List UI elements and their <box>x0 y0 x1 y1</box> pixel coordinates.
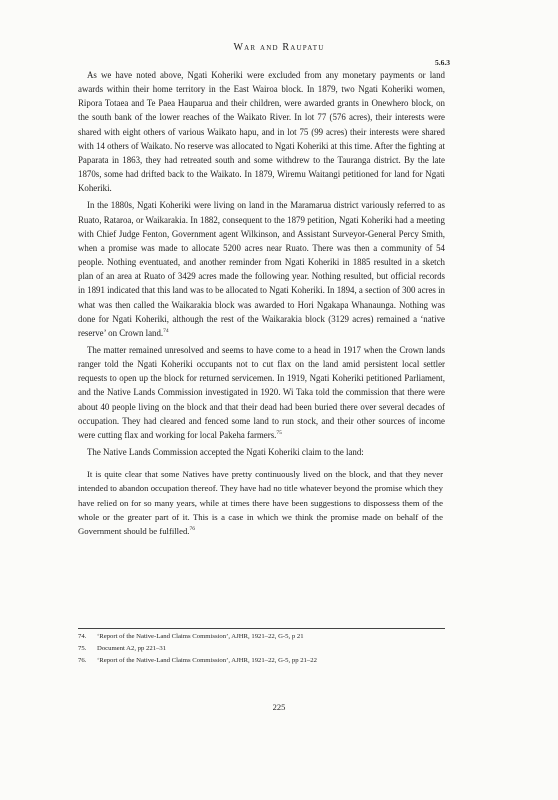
paragraph-text: The Native Lands Commission accepted the Ngati Koheriki claim to the land: <box>87 447 364 458</box>
paragraph-text: The matter remained unresolved and seems to have come to a head in 1917 when the Crown lands ranger told the Ngati Koheriki occupants not to cut flax on the land amid persistent local settler requests to open up the block for returned servicemen. In 1919, Ngati Koheriki petitioned Parliament, and the Native Lands Commission investigated in 1920. Wi Taka told the commission that there were about 40 people living on the block and that their dead had been buried there over several decades of occupation. They had cleared and fenced some land to run stock, and their other sources of income were cutting flax and working for local Pakeha farmers. <box>78 344 445 440</box>
footnote-number: 76. <box>78 657 87 664</box>
paragraph-text: As we have noted above, Ngati Koheriki were excluded from any monetary payments or land awards within their home territory in the East Wairoa block. In 1879, two Ngati Koheriki women, Ripora Totaea and Te Paea Hauparua and their children, were awarded grants in Onewhero block, on the south bank of the lower reaches of the Waikato River. In lot 77 (576 acres), their interests were shared with eight others of various Waikato hapu, and in lot 75 (99 acres) their interests were shared with 14 others of Waikato. No reserve was allocated to Ngati Koheriki at this time. After the fighting at Paparata in 1863, they had retreated south and some withdrew to the Tauranga district. By the late 1870s, some had drifted back to the Waikato. In 1879, Wiremu Waitangi petitioned for land for Ngati Koheriki. <box>78 70 445 194</box>
paragraph <box>78 198 445 340</box>
block-quote <box>78 467 445 538</box>
footnote-number: 74. <box>78 633 87 640</box>
footnote-text: Document A2, pp 221–31 <box>97 645 167 652</box>
footnote-ref[interactable]: 74 <box>163 327 169 334</box>
footnote-ref[interactable]: 75 <box>276 429 282 436</box>
paragraph <box>78 445 445 459</box>
quote-text: It is quite clear that some Natives have pretty continuously lived on the block, and that they never intended to abandon occupation thereof. They have had no title whatever beyond the promise which they have relied on for so many years, while at times there have been suggestions to dispossess them of the whole or the greater part of it. This is a case in which we think the promise made on behalf of the Government should be fulfilled. <box>78 469 443 536</box>
footnote-text: ‘Report of the Native-Land Claims Commission’, AJHR, 1921–22, G-5, p 21 <box>97 633 304 640</box>
footnote-ref[interactable]: 76 <box>189 525 195 532</box>
footnote-number: 75. <box>78 645 87 652</box>
footnotes <box>78 631 445 667</box>
page-number: 225 <box>272 702 286 712</box>
footnote <box>78 643 445 655</box>
footnote-divider <box>78 628 445 629</box>
running-head: War and Raupatu <box>233 42 325 53</box>
section-number: 5.6.3 <box>435 58 450 67</box>
body-text <box>78 68 445 541</box>
paragraph <box>78 343 445 442</box>
paragraph-text: In the 1880s, Ngati Koheriki were living on land in the Maramarua district variously referred to as Ruato, Rataroa, or Waikarakia. In 1882, consequent to the 1879 petition, Ngati Koheriki had a meeting with Chief Judge Fenton, Government agent Wilkinson, and Assistant Surveyor-General Percy Smith, when a promise was made to allocate 5200 acres near Ruato. There was then a community of 54 people. Nothing eventuated, and another reminder from Ngati Koheriki in 1885 resulted in a sketch plan of an area at Ruato of 3429 acres made the following year. Nothing resulted, but official records in 1891 indicated that this land was to be allocated to Ngati Koheriki. In 1894, a section of 300 acres in what was then called the Waikarakia block was awarded to Hori Ngakapa Whanaunga. Nothing was done for Ngati Koheriki, although the rest of the Waikarakia block (3129 acres) remained a ‘native reserve’ on Crown land. <box>78 200 445 338</box>
footnote <box>78 631 445 643</box>
footnote-text: ‘Report of the Native-Land Claims Commission’, AJHR, 1921–22, G-5, pp 21–22 <box>97 657 317 664</box>
paragraph <box>78 68 445 195</box>
footnote <box>78 655 445 667</box>
